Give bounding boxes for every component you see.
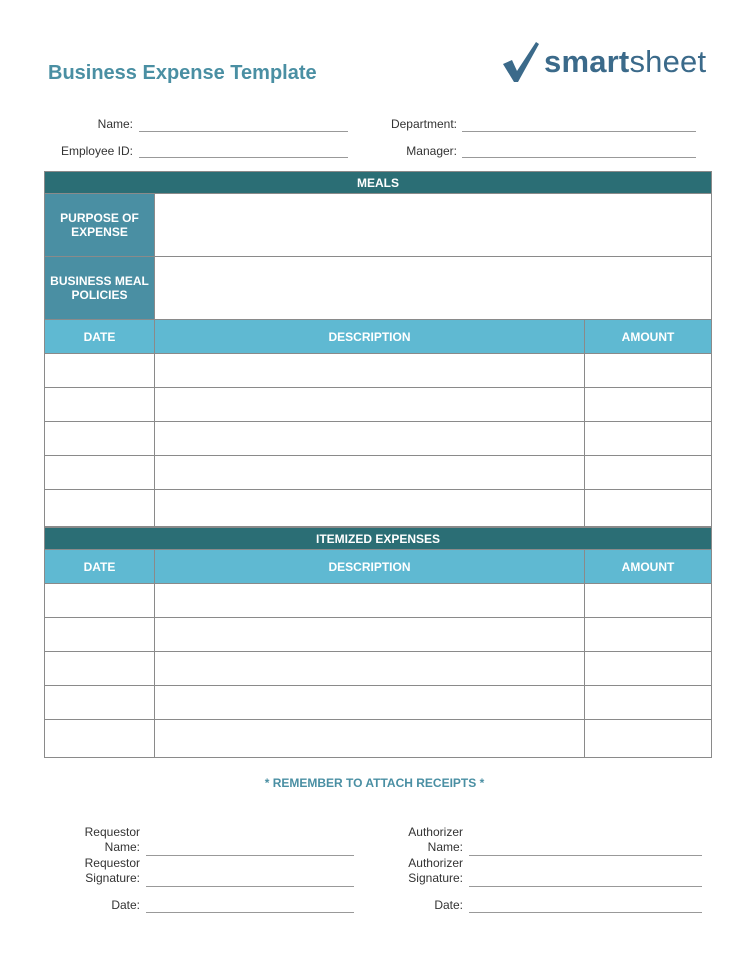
itemized-date-header: DATE (45, 550, 155, 584)
requestor-date-label: Date: (111, 898, 140, 912)
page-title: Business Expense Template (48, 62, 317, 84)
business-meal-policies-label: BUSINESS MEAL POLICIES (45, 257, 155, 320)
meals-description-header: DESCRIPTION (155, 320, 585, 354)
table-row (45, 618, 712, 652)
itemized-expenses-header: ITEMIZED EXPENSES (45, 528, 712, 550)
table-row (45, 686, 712, 720)
department-label: Department: (390, 117, 457, 131)
amount-cell[interactable] (585, 584, 712, 618)
description-cell[interactable] (155, 618, 585, 652)
table-row (45, 422, 712, 456)
amount-cell[interactable] (585, 652, 712, 686)
date-cell[interactable] (45, 686, 155, 720)
manager-field[interactable] (462, 157, 696, 158)
table-row (45, 720, 712, 758)
amount-cell[interactable] (585, 618, 712, 652)
description-cell[interactable] (155, 686, 585, 720)
manager-label: Manager: (406, 144, 457, 158)
meals-table (44, 171, 712, 527)
authorizer-signature-field[interactable] (469, 886, 702, 887)
requestor-name-label: Requestor Name: (84, 825, 140, 854)
table-row (45, 388, 712, 422)
date-cell[interactable] (45, 652, 155, 686)
meals-header: MEALS (45, 172, 712, 194)
table-row (45, 652, 712, 686)
description-cell[interactable] (155, 388, 585, 422)
authorizer-signature-label: Authorizer Signature: (408, 856, 463, 885)
date-cell[interactable] (45, 456, 155, 490)
requestor-name-field[interactable] (146, 855, 354, 856)
amount-cell[interactable] (585, 354, 712, 388)
purpose-of-expense-label: PURPOSE OF EXPENSE (45, 194, 155, 257)
requestor-signature-field[interactable] (146, 886, 354, 887)
meals-date-header: DATE (45, 320, 155, 354)
date-cell[interactable] (45, 422, 155, 456)
purpose-of-expense-field[interactable] (155, 194, 712, 257)
employee-id-field[interactable] (139, 157, 348, 158)
attach-receipts-note: * REMEMBER TO ATTACH RECEIPTS * (264, 776, 485, 790)
smartsheet-logo (500, 38, 730, 88)
table-row (45, 490, 712, 527)
description-cell[interactable] (155, 422, 585, 456)
description-cell[interactable] (155, 720, 585, 758)
requestor-signature-label: Requestor Signature: (84, 856, 140, 885)
business-meal-policies-field[interactable] (155, 257, 712, 320)
date-cell[interactable] (45, 490, 155, 527)
amount-cell[interactable] (585, 388, 712, 422)
name-label: Name: (97, 117, 133, 131)
description-cell[interactable] (155, 652, 585, 686)
description-cell[interactable] (155, 354, 585, 388)
checkmark-icon (500, 38, 542, 84)
itemized-expenses-table (44, 527, 712, 758)
description-cell[interactable] (155, 490, 585, 527)
date-cell[interactable] (45, 354, 155, 388)
itemized-amount-header: AMOUNT (585, 550, 712, 584)
amount-cell[interactable] (585, 456, 712, 490)
amount-cell[interactable] (585, 686, 712, 720)
name-field[interactable] (139, 131, 348, 132)
table-row (45, 584, 712, 618)
authorizer-name-label: Authorizer Name: (408, 825, 463, 854)
authorizer-name-field[interactable] (469, 855, 702, 856)
description-cell[interactable] (155, 584, 585, 618)
date-cell[interactable] (45, 720, 155, 758)
itemized-description-header: DESCRIPTION (155, 550, 585, 584)
date-cell[interactable] (45, 618, 155, 652)
amount-cell[interactable] (585, 490, 712, 527)
requestor-date-field[interactable] (146, 912, 354, 913)
date-cell[interactable] (45, 584, 155, 618)
amount-cell[interactable] (585, 720, 712, 758)
authorizer-date-label: Date: (434, 898, 463, 912)
table-row (45, 456, 712, 490)
employee-id-label: Employee ID: (60, 144, 133, 158)
date-cell[interactable] (45, 388, 155, 422)
table-row (45, 354, 712, 388)
logo-wordmark: smartsheet (544, 44, 707, 79)
authorizer-date-field[interactable] (469, 912, 702, 913)
description-cell[interactable] (155, 456, 585, 490)
amount-cell[interactable] (585, 422, 712, 456)
meals-amount-header: AMOUNT (585, 320, 712, 354)
department-field[interactable] (462, 131, 696, 132)
